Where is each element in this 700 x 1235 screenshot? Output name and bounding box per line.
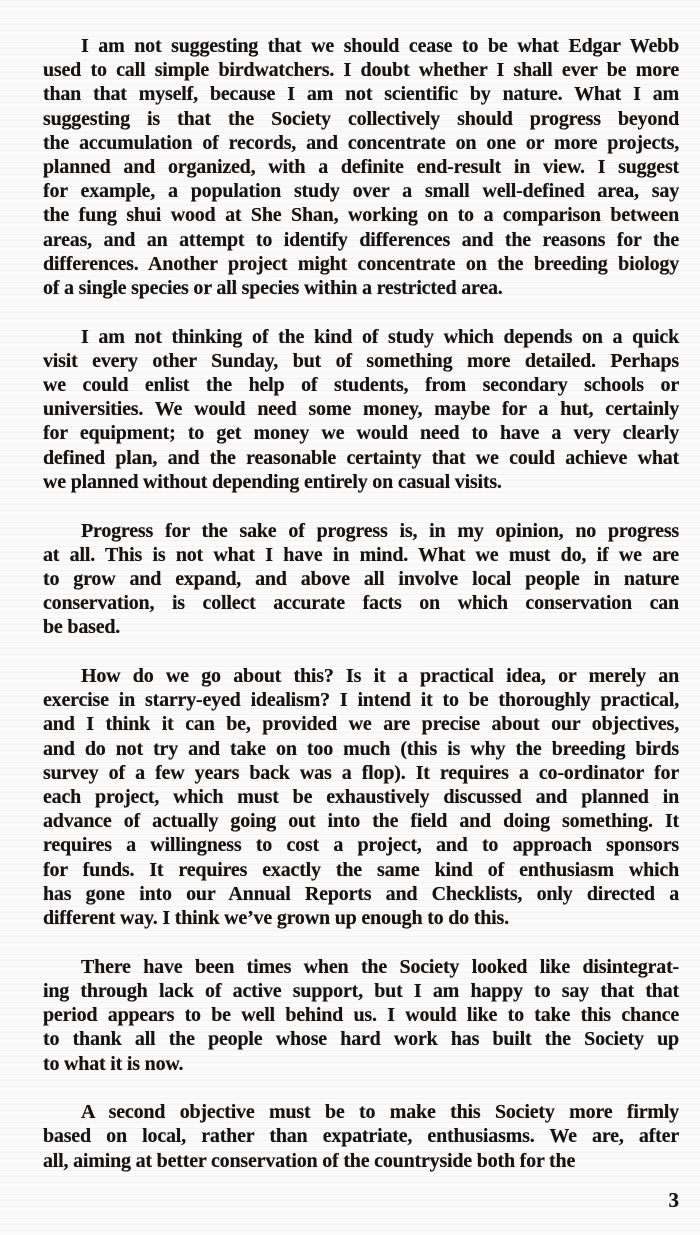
text-line: we planned without depending entirely on casual visits. (43, 470, 502, 493)
text-line: exercise in starry-eyed idealism? I intend it to be thoroughly practical, (43, 689, 679, 712)
text-line: ing through lack of active support, but I am happy to say that that (43, 979, 679, 1002)
text-line: to thank all the people whose hard work has built the Society up (43, 1028, 679, 1051)
text-line: planned and organized, with a definite end-result in view. I suggest (43, 155, 679, 178)
text-line: we could enlist the help of students, from secondary schools or (43, 374, 679, 397)
paragraph-3 (43, 519, 679, 640)
text-line: conservation, is collect accurate facts on which conservation can (43, 592, 679, 615)
text-line: period appears to be well behind us. I would like to take this chance (43, 1004, 679, 1027)
text-line: differences. Another project might concentrate on the breeding biology (43, 252, 679, 275)
text-line: based on local, rather than expatriate, enthusiasms. We are, after (43, 1125, 679, 1148)
text-line: to grow and expand, and above all involve local people in nature (43, 567, 679, 590)
text-line: areas, and an attempt to identify differences and the reasons for the (43, 228, 679, 251)
text-line: requires a willingness to cost a project, and to approach sponsors (43, 834, 679, 857)
text-line: defined plan, and the reasonable certainty that we could achieve what (43, 446, 679, 469)
text-line: different way. I think we’ve grown up enough to do this. (43, 906, 509, 929)
text-line: the accumulation of records, and concentrate on one or more projects, (43, 131, 679, 154)
text-line: than that myself, because I am not scientific by nature. What I am (43, 83, 679, 106)
text-line: and I think it can be, provided we are precise about our objectives, (43, 713, 679, 736)
text-line: for equipment; to get money we would need to have a very clearly (43, 422, 679, 445)
text-line: and do not try and take on too much (this is why the breeding birds (43, 737, 679, 760)
text-line: universities. We would need some money, maybe for a hut, certainly (43, 398, 679, 421)
text-line: for funds. It requires exactly the same kind of enthusiasm which (43, 858, 679, 881)
text-line: I am not thinking of the kind of study which depends on a quick (81, 325, 679, 348)
text-block (43, 34, 679, 1173)
text-line: How do we go about this? Is it a practical idea, or merely an (81, 665, 679, 688)
text-line: There have been times when the Society looked like disintegrat- (81, 955, 679, 978)
paragraph-5 (43, 955, 679, 1076)
text-line: Progress for the sake of progress is, in my opinion, no progress (81, 519, 679, 542)
text-line: visit every other Sunday, but of something more detailed. Perhaps (43, 349, 679, 372)
text-line: at all. This is not what I have in mind. What we must do, if we are (43, 543, 679, 566)
text-line: to what it is now. (43, 1052, 184, 1075)
text-line: all, aiming at better conservation of the countryside both for the (43, 1149, 576, 1172)
text-line: advance of actually going out into the field and doing something. It (43, 810, 679, 833)
text-line: survey of a few years back was a flop). It requires a co-ordinator for (43, 761, 679, 784)
paragraph-2 (43, 325, 679, 494)
text-line: the fung shui wood at She Shan, working on to a comparison between (43, 204, 679, 227)
text-line: for example, a population study over a small well-defined area, say (43, 180, 679, 203)
page-number: 3 (668, 1188, 679, 1212)
paragraph-6 (43, 1100, 679, 1173)
text-line: each project, which must be exhaustively discussed and planned in (43, 786, 679, 809)
text-line: has gone into our Annual Reports and Checklists, only directed a (43, 882, 679, 905)
text-line: I am not suggesting that we should cease to be what Edgar Webb (81, 35, 679, 57)
text-line: suggesting is that the Society collectively should progress beyond (43, 107, 679, 130)
text-line: be based. (43, 616, 121, 639)
text-line: of a single species or all species within a restricted area. (43, 276, 503, 299)
text-line: used to call simple birdwatchers. I doubt whether I shall ever be more (43, 59, 679, 82)
text-line: A second objective must be to make this Society more firmly (81, 1101, 679, 1124)
paragraph-4 (43, 664, 679, 930)
paragraph-1 (43, 34, 679, 300)
